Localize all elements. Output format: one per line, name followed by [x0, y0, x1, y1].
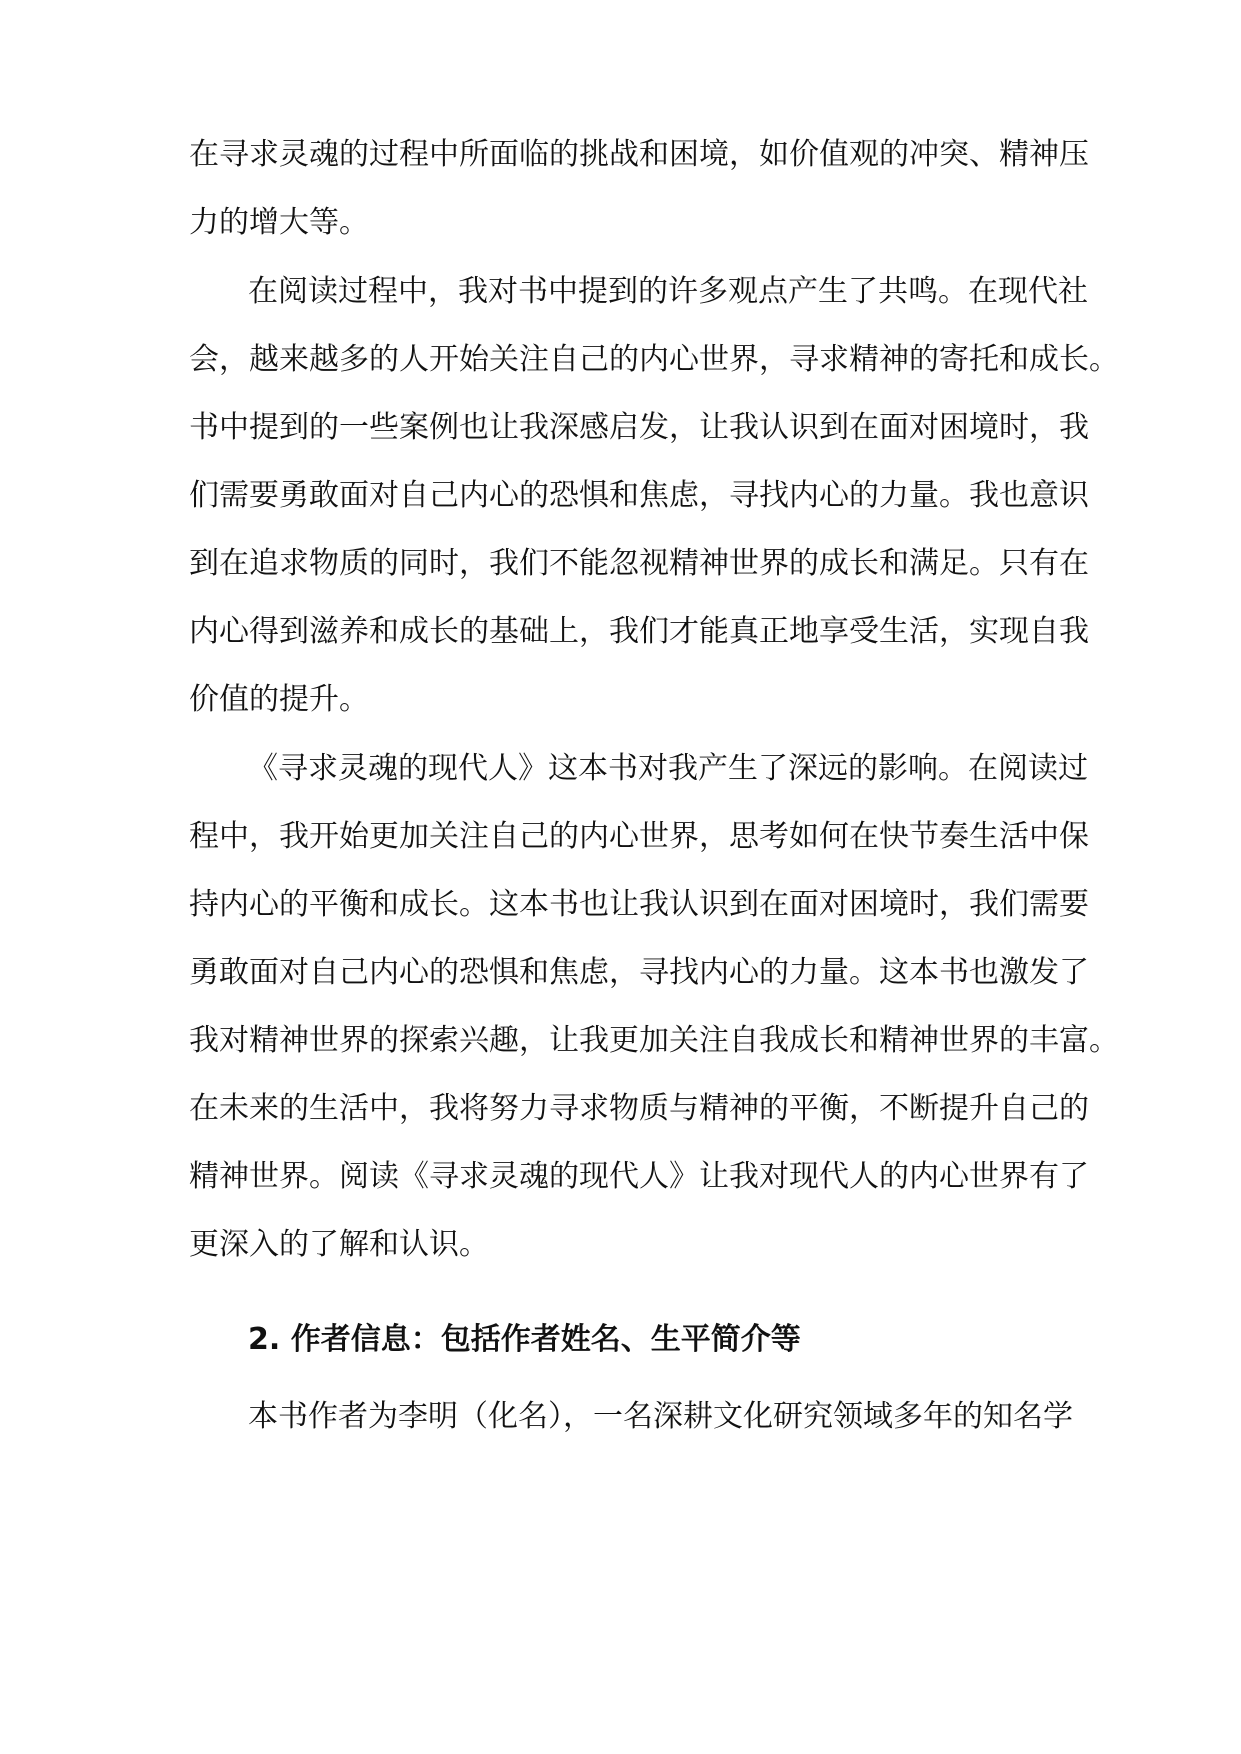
paragraph-1-line-1: 在寻求灵魂的过程中所面临的挑战和困境，如价值观的冲突、精神压 — [189, 137, 1089, 172]
paragraph-3-line-6: 在未来的生活中，我将努力寻求物质与精神的平衡，不断提升自己的 — [189, 1091, 1089, 1126]
paragraph-2-line-3: 书中提到的一些案例也让我深感启发，让我认识到在面对困境时，我 — [189, 410, 1089, 445]
paragraph-3-line-2: 程中，我开始更加关注自己的内心世界，思考如何在快节奏生活中保 — [189, 819, 1089, 854]
paragraph-2-line-1: 在阅读过程中，我对书中提到的许多观点产生了共鸣。在现代社 — [248, 274, 1088, 309]
section-heading: 2. 作者信息：包括作者姓名、生平简介等 — [248, 1322, 801, 1357]
paragraph-3-line-5: 我对精神世界的探索兴趣，让我更加关注自我成长和精神世界的丰富。 — [189, 1023, 1119, 1058]
paragraph-2-line-4: 们需要勇敢面对自己内心的恐惧和焦虑，寻找内心的力量。我也意识 — [189, 478, 1089, 513]
paragraph-2-line-6: 内心得到滋养和成长的基础上，我们才能真正地享受生活，实现自我 — [189, 614, 1089, 649]
paragraph-2-line-7: 价值的提升。 — [189, 682, 369, 717]
paragraph-2-line-2: 会，越来越多的人开始关注自己的内心世界，寻求精神的寄托和成长。 — [189, 342, 1119, 377]
paragraph-3-line-3: 持内心的平衡和成长。这本书也让我认识到在面对困境时，我们需要 — [189, 887, 1089, 922]
paragraph-2-line-5: 到在追求物质的同时，我们不能忽视精神世界的成长和满足。只有在 — [189, 546, 1089, 581]
section-paragraph-line-1: 本书作者为李明（化名），一名深耕文化研究领域多年的知名学 — [248, 1399, 1073, 1434]
paragraph-3-line-4: 勇敢面对自己内心的恐惧和焦虑，寻找内心的力量。这本书也激发了 — [189, 955, 1089, 990]
paragraph-3-line-1: 《寻求灵魂的现代人》这本书对我产生了深远的影响。在阅读过 — [248, 751, 1088, 786]
paragraph-1-line-2: 力的增大等。 — [189, 205, 369, 240]
paragraph-3-line-7: 精神世界。阅读《寻求灵魂的现代人》让我对现代人的内心世界有了 — [189, 1159, 1089, 1194]
paragraph-3-line-8: 更深入的了解和认识。 — [189, 1227, 489, 1262]
